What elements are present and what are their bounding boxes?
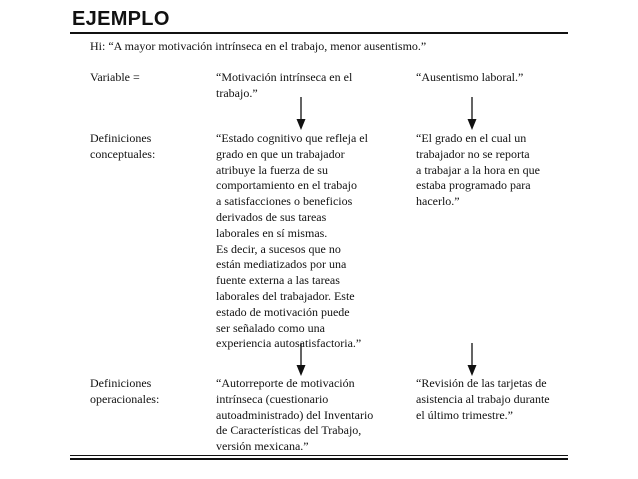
variable-2-text: “Ausentismo laboral.” bbox=[416, 70, 524, 84]
down-arrow-icon bbox=[466, 343, 478, 377]
down-arrow-icon bbox=[295, 97, 307, 131]
operational-definition-2: “Revisión de las tarjetas de asistencia al trabajo durante el último trimestre.” bbox=[416, 376, 550, 422]
down-arrow-icon bbox=[466, 97, 478, 131]
conceptual-definitions-label: Definiciones conceptuales: bbox=[90, 131, 156, 161]
operational-definition-1: “Autorreporte de motivación intrínseca (cuestionario autoadministrado) del Inventario de Características del Trabajo, versión mexicana.” bbox=[216, 376, 374, 454]
conceptual-definition-2: “El grado en el cual un trabajador no se reporta a trabajar a la hora en que estaba programado para hacerlo.” bbox=[416, 131, 540, 209]
bottom-rule-thick bbox=[70, 458, 568, 460]
variable-label: Variable = bbox=[90, 70, 140, 84]
bottom-rule bbox=[70, 455, 568, 456]
variable-1-text: “Motivación intrínseca en el trabajo.” bbox=[216, 70, 353, 100]
hypothesis-text: Hi: “A mayor motivación intrínseca en el trabajo, menor ausentismo.” bbox=[90, 39, 427, 53]
operational-definitions-label: Definiciones operacionales: bbox=[90, 376, 160, 406]
page-title: EJEMPLO bbox=[72, 8, 170, 30]
conceptual-definition-1: “Estado cognitivo que refleja el grado en que un trabajador atribuye la fuerza de su comportamiento en el trabajo a satisfacciones o beneficios derivados de sus tareas laborales en sí mismas. Es decir, a sucesos que no están mediatizados por una fuente externa a las tareas laborales del trabajador. Este estado de motivación puede ser señalado como una experiencia autosatisfactoria.” bbox=[216, 131, 368, 351]
down-arrow-icon bbox=[295, 343, 307, 377]
top-rule bbox=[70, 32, 568, 34]
